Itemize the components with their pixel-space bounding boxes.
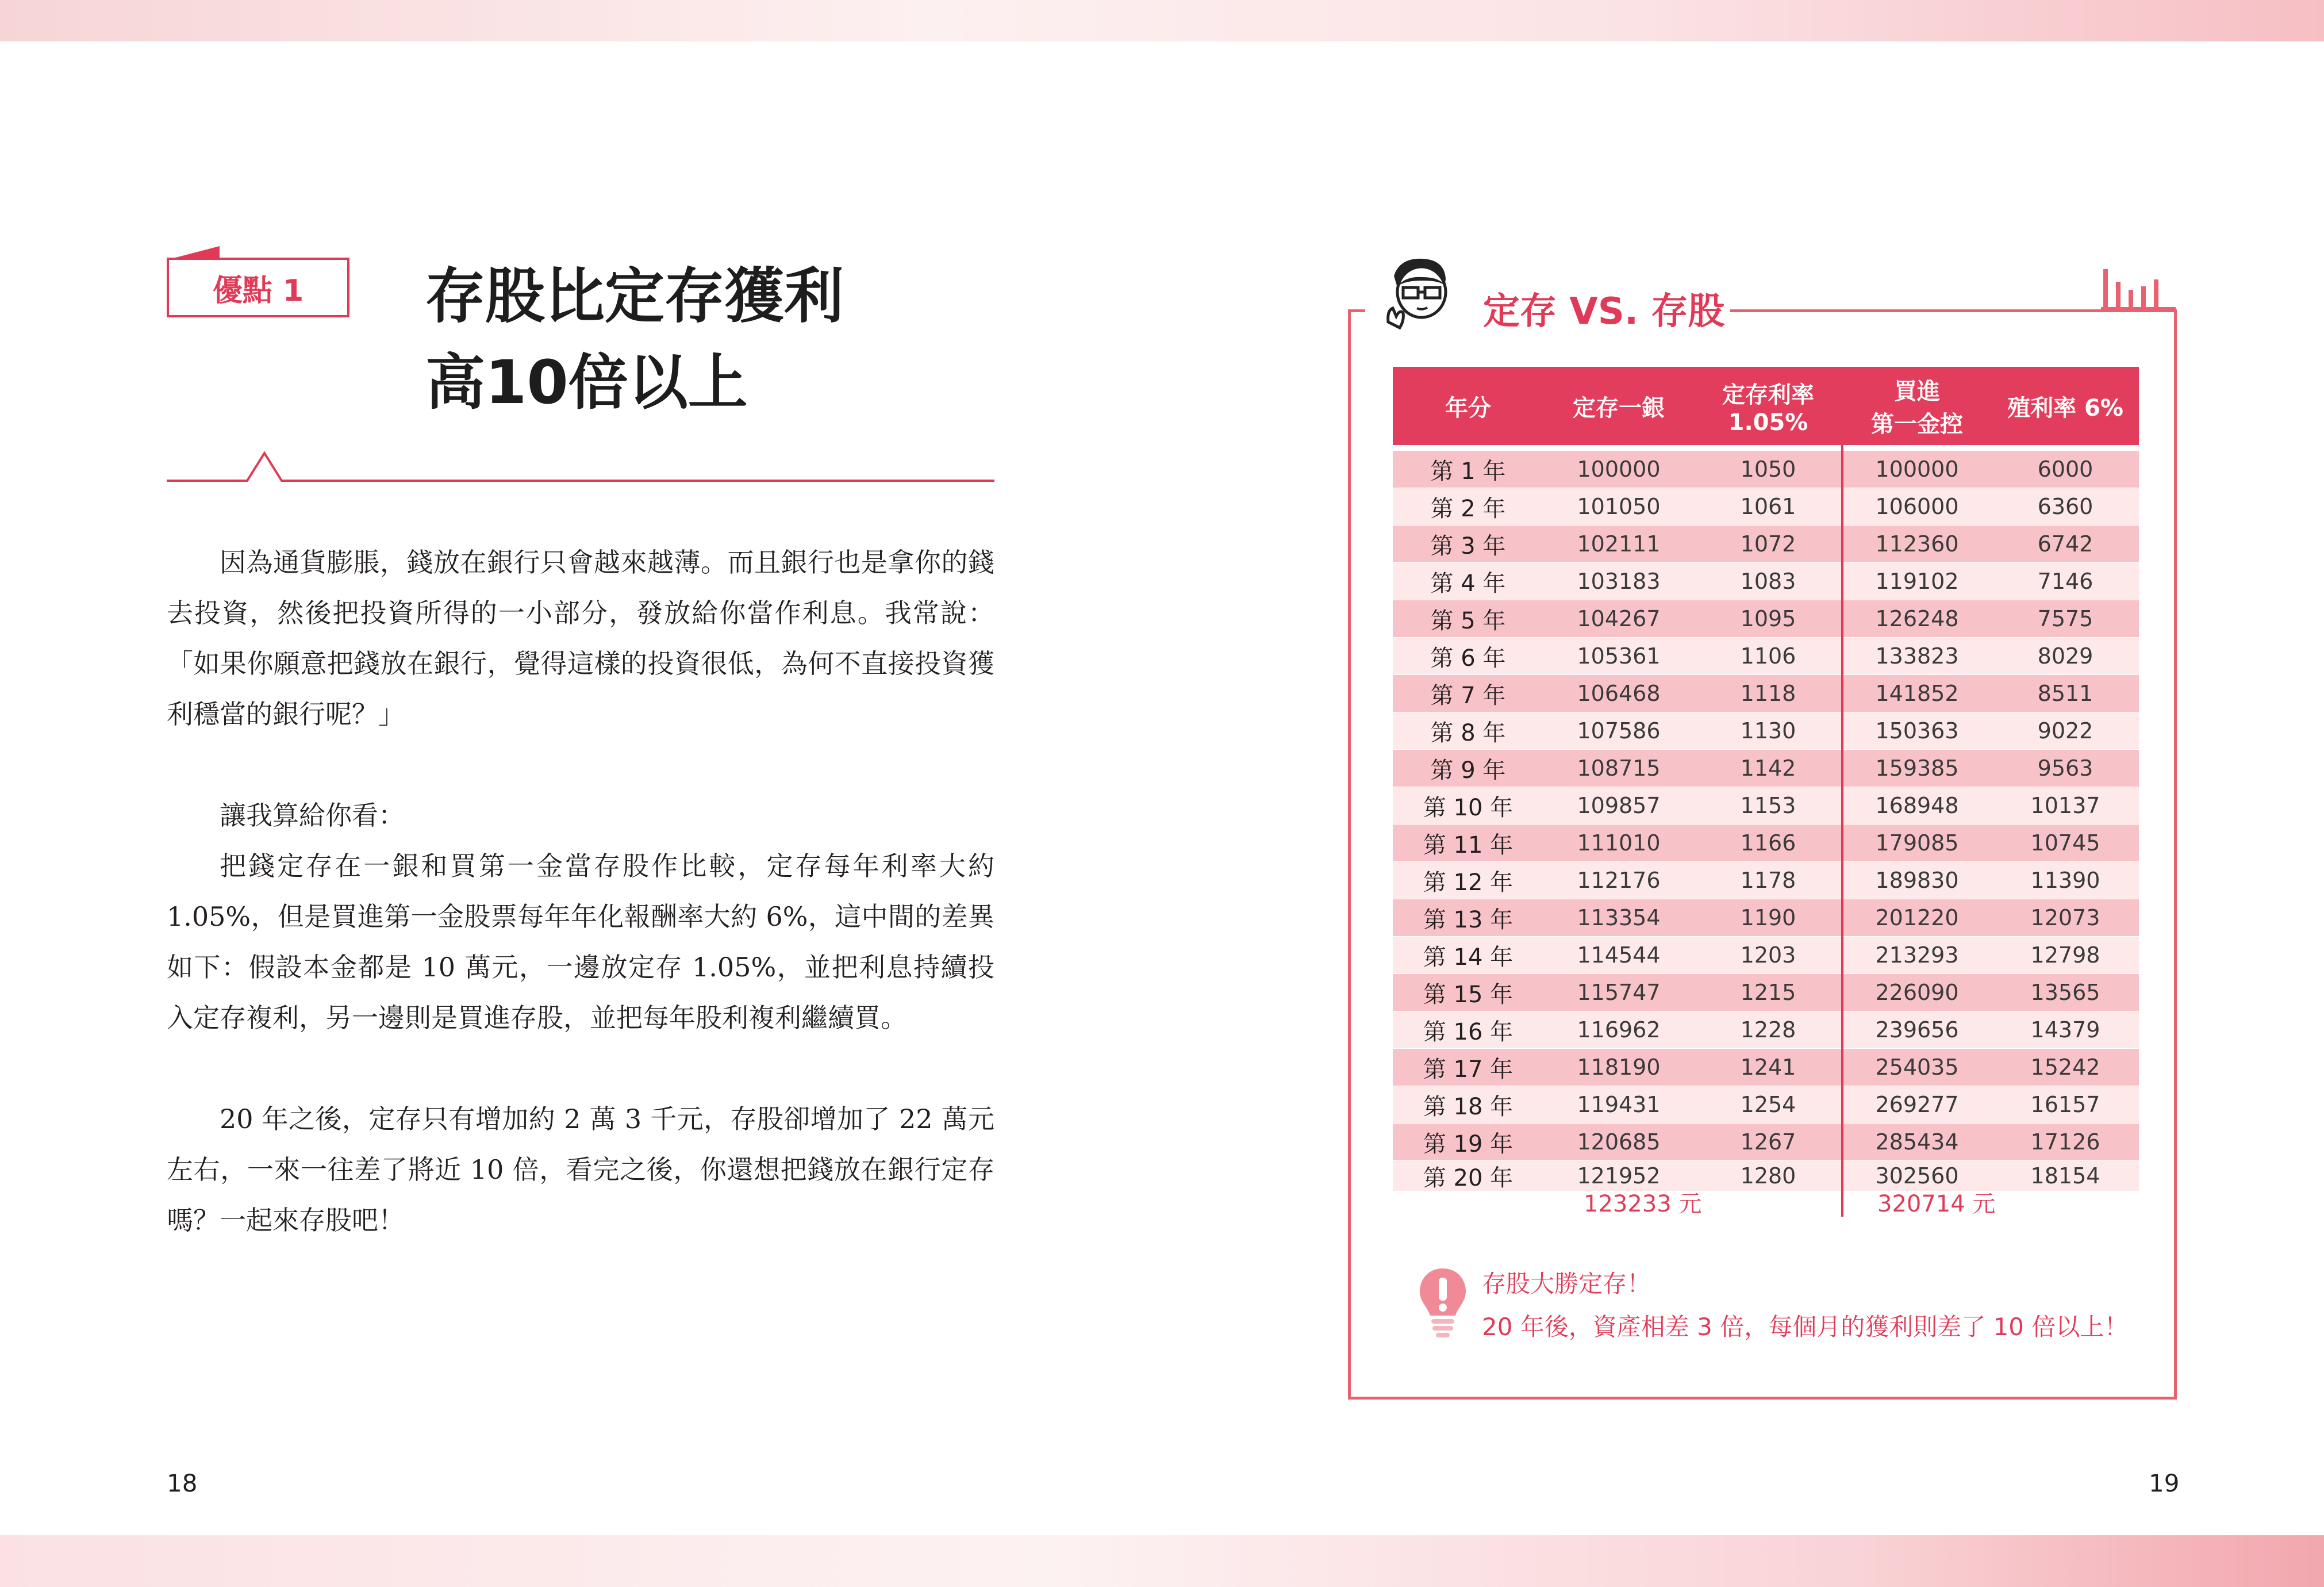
table-body xyxy=(1393,451,2139,1191)
cell-dividend: 10137 xyxy=(2030,793,2100,818)
paragraph-1: 因為通貨膨脹，錢放在銀行只會越來越薄。而且銀行也是拿你的錢去投資，然後把投資所得的一小部分，發放給你當作利息。我常說：「如果你願意把錢放在銀行，覺得這樣的投資很低，為何不直接投資獲利穩當的銀行呢？」 xyxy=(167,547,994,730)
cell-dividend: 8511 xyxy=(2037,681,2093,706)
cell-bank: 106468 xyxy=(1577,681,1661,706)
cell-year: 第 19 年 xyxy=(1423,1130,1514,1157)
cell-interest: 1280 xyxy=(1740,1163,1796,1189)
table-row xyxy=(1393,675,2139,712)
cell-interest: 1166 xyxy=(1740,830,1796,856)
right-page-number: 19 xyxy=(2149,1469,2180,1497)
table-row xyxy=(1393,825,2139,861)
page-title xyxy=(425,253,943,425)
tip-headline: 存股大勝定存！ xyxy=(1482,1270,1651,1298)
header-buy-line2: 第一金控 xyxy=(1871,411,1963,438)
cell-interest: 1142 xyxy=(1740,756,1796,781)
paragraph-2: 讓我算給你看： xyxy=(220,800,405,831)
table-row xyxy=(1393,712,2139,749)
cell-dividend: 10745 xyxy=(2030,830,2100,856)
cell-bank: 121952 xyxy=(1577,1163,1661,1189)
cell-bank: 109857 xyxy=(1577,793,1661,818)
cell-year: 第 20 年 xyxy=(1423,1164,1514,1191)
title-divider xyxy=(167,448,1000,483)
cell-dividend: 11390 xyxy=(2030,868,2100,893)
cell-bank: 112176 xyxy=(1577,868,1661,893)
cell-dividend: 17126 xyxy=(2030,1129,2100,1155)
comparison-table xyxy=(1393,367,2139,1191)
cell-stock: 126248 xyxy=(1875,606,1959,631)
cell-year: 第 13 年 xyxy=(1423,906,1514,933)
table-row xyxy=(1393,899,2139,936)
cell-bank: 103183 xyxy=(1577,569,1661,594)
table-row xyxy=(1393,1124,2139,1160)
cell-stock: 302560 xyxy=(1875,1163,1959,1189)
cell-year: 第 12 年 xyxy=(1423,869,1514,896)
cell-stock: 239656 xyxy=(1875,1017,1959,1042)
cell-stock: 141852 xyxy=(1875,681,1959,706)
cell-stock: 133823 xyxy=(1875,643,1959,669)
cell-bank: 119431 xyxy=(1577,1092,1661,1117)
header-bank: 定存一銀 xyxy=(1573,394,1665,421)
cell-interest: 1153 xyxy=(1740,793,1796,818)
table-row xyxy=(1393,600,2139,637)
tip-detail: 20 年後，資產相差 3 倍，每個月的獲利則差了 10 倍以上！ xyxy=(1482,1313,2129,1341)
cell-bank: 107586 xyxy=(1577,718,1661,743)
cell-year: 第 15 年 xyxy=(1423,981,1514,1008)
cell-bank: 108715 xyxy=(1577,756,1661,781)
paragraph-3: 把錢定存在一銀和買第一金當存股作比較，定存每年利率大約 1.05%，但是買進第一金股票每年年化報酬率大約 6%，這中間的差異如下：假設本金都是 10 萬元，一邊放定存 1.05%，並把利息持續投入定存複利，另一邊則是買進存股，並把每年股利複利繼續買。 xyxy=(167,850,994,1033)
bottom-decorative-band xyxy=(0,1535,2324,1587)
cell-bank: 111010 xyxy=(1577,830,1661,856)
cell-interest: 1203 xyxy=(1740,942,1796,968)
cell-year: 第 3 年 xyxy=(1430,532,1506,559)
cell-year: 第 18 年 xyxy=(1423,1093,1514,1120)
cell-dividend: 7575 xyxy=(2037,606,2093,631)
cell-bank: 115747 xyxy=(1577,980,1661,1005)
body-text xyxy=(167,537,994,1245)
table-row xyxy=(1393,451,2139,488)
paragraph-4: 20 年之後，定存只有增加約 2 萬 3 千元，存股卻增加了 22 萬元左右，一來一往差了將近 10 倍，看完之後，你還想把錢放在銀行定存嗎？一起來存股吧！ xyxy=(167,1103,994,1236)
cell-stock: 119102 xyxy=(1875,569,1959,594)
cell-bank: 113354 xyxy=(1577,905,1661,930)
table-row xyxy=(1393,862,2139,899)
cell-year: 第 5 年 xyxy=(1430,607,1506,634)
cell-dividend: 9563 xyxy=(2037,756,2093,781)
cell-bank: 100000 xyxy=(1577,457,1661,482)
table-row xyxy=(1393,974,2139,1011)
cell-stock: 112360 xyxy=(1875,531,1959,557)
lightbulb-exclamation-icon xyxy=(1415,1265,1470,1340)
title-line-2: 高10倍以上 xyxy=(425,347,748,417)
cell-year: 第 14 年 xyxy=(1423,944,1514,971)
cell-interest: 1050 xyxy=(1740,457,1796,482)
cell-bank: 118190 xyxy=(1577,1055,1661,1080)
header-buy-line1: 買進 xyxy=(1894,378,1940,405)
header-buy xyxy=(1842,373,1992,439)
advantage-tag: 優點 1 xyxy=(167,258,349,317)
cell-interest: 1215 xyxy=(1740,980,1796,1005)
table-row xyxy=(1393,1086,2139,1123)
cell-interest: 1061 xyxy=(1740,494,1796,519)
header-rate-line1: 定存利率 xyxy=(1722,381,1814,408)
cell-stock: 269277 xyxy=(1875,1092,1959,1117)
cell-stock: 100000 xyxy=(1875,457,1959,482)
cell-stock: 168948 xyxy=(1875,793,1959,818)
cell-dividend: 13565 xyxy=(2030,980,2100,1005)
cell-stock: 213293 xyxy=(1875,942,1959,968)
header-yield: 殖利率 6% xyxy=(2007,394,2123,421)
table-row xyxy=(1393,563,2139,600)
cell-interest: 1072 xyxy=(1740,531,1796,557)
table-row xyxy=(1393,1161,2139,1191)
cell-interest: 1106 xyxy=(1740,643,1796,669)
cell-dividend: 14379 xyxy=(2030,1017,2100,1042)
table-row xyxy=(1393,638,2139,674)
cell-interest: 1083 xyxy=(1740,569,1796,594)
cell-interest: 1228 xyxy=(1740,1017,1796,1042)
left-page-number: 18 xyxy=(167,1469,198,1497)
cell-interest: 1178 xyxy=(1740,868,1796,893)
cell-stock: 285434 xyxy=(1875,1129,1959,1155)
table-header xyxy=(1393,367,2139,445)
bar-chart-icon xyxy=(2101,264,2176,310)
cell-interest: 1118 xyxy=(1740,681,1796,706)
cell-interest: 1190 xyxy=(1740,905,1796,930)
table-row xyxy=(1393,937,2139,973)
cell-stock: 254035 xyxy=(1875,1055,1959,1080)
table-row xyxy=(1393,526,2139,562)
cell-dividend: 15242 xyxy=(2030,1055,2100,1080)
cell-bank: 104267 xyxy=(1577,606,1661,631)
cell-dividend: 6360 xyxy=(2037,494,2093,519)
cell-stock: 159385 xyxy=(1875,756,1959,781)
cell-year: 第 17 年 xyxy=(1423,1056,1514,1083)
cell-dividend: 16157 xyxy=(2030,1092,2100,1117)
cell-year: 第 4 年 xyxy=(1430,570,1506,597)
cell-stock: 201220 xyxy=(1875,905,1959,930)
cell-bank: 116962 xyxy=(1577,1017,1661,1042)
cell-dividend: 8029 xyxy=(2037,643,2093,669)
cell-bank: 114544 xyxy=(1577,942,1661,968)
table-row xyxy=(1393,787,2139,824)
header-rate xyxy=(1694,377,1842,436)
cell-year: 第 7 年 xyxy=(1430,682,1506,709)
cell-bank: 105361 xyxy=(1577,643,1661,669)
cell-year: 第 8 年 xyxy=(1430,719,1506,746)
cell-dividend: 18154 xyxy=(2030,1163,2100,1189)
cell-bank: 101050 xyxy=(1577,494,1661,519)
cell-stock: 106000 xyxy=(1875,494,1959,519)
cell-dividend: 6742 xyxy=(2037,531,2093,557)
cell-dividend: 6000 xyxy=(2037,457,2093,482)
cell-bank: 120685 xyxy=(1577,1129,1661,1155)
cell-stock: 150363 xyxy=(1875,718,1959,743)
cell-stock: 189830 xyxy=(1875,868,1959,893)
panel-title: 定存 VS. 存股 xyxy=(1483,290,1725,333)
cell-year: 第 11 年 xyxy=(1423,831,1514,858)
header-rate-line2: 1.05% xyxy=(1728,409,1808,436)
cell-interest: 1095 xyxy=(1740,606,1796,631)
cell-dividend: 12798 xyxy=(2030,942,2100,968)
cell-year: 第 10 年 xyxy=(1423,794,1514,821)
cell-stock: 179085 xyxy=(1875,830,1959,856)
top-decorative-band xyxy=(0,0,2324,41)
table-row xyxy=(1393,1011,2139,1048)
cell-year: 第 2 年 xyxy=(1430,495,1506,522)
total-bank: 123233 元 xyxy=(1584,1191,1702,1217)
cell-stock: 226090 xyxy=(1875,980,1959,1005)
cell-dividend: 12073 xyxy=(2030,905,2100,930)
thinking-man-icon xyxy=(1377,253,1463,339)
table-row xyxy=(1393,750,2139,787)
cell-year: 第 1 年 xyxy=(1430,458,1506,485)
cell-interest: 1267 xyxy=(1740,1129,1796,1155)
cell-dividend: 7146 xyxy=(2037,569,2093,594)
cell-year: 第 6 年 xyxy=(1430,645,1506,672)
cell-year: 第 9 年 xyxy=(1430,757,1506,784)
cell-interest: 1130 xyxy=(1740,718,1796,743)
cell-year: 第 16 年 xyxy=(1423,1018,1514,1045)
cell-dividend: 9022 xyxy=(2037,718,2093,743)
cell-interest: 1254 xyxy=(1740,1092,1796,1117)
panel-top-border-left xyxy=(1348,309,1365,312)
cell-interest: 1241 xyxy=(1740,1055,1796,1080)
title-line-1: 存股比定存獲利 xyxy=(425,261,844,331)
table-row xyxy=(1393,1049,2139,1086)
header-year: 年分 xyxy=(1445,394,1491,421)
table-row xyxy=(1393,488,2139,525)
column-separator xyxy=(1841,445,1843,1217)
cell-bank: 102111 xyxy=(1577,531,1661,557)
total-stock: 320714 元 xyxy=(1877,1191,1996,1217)
